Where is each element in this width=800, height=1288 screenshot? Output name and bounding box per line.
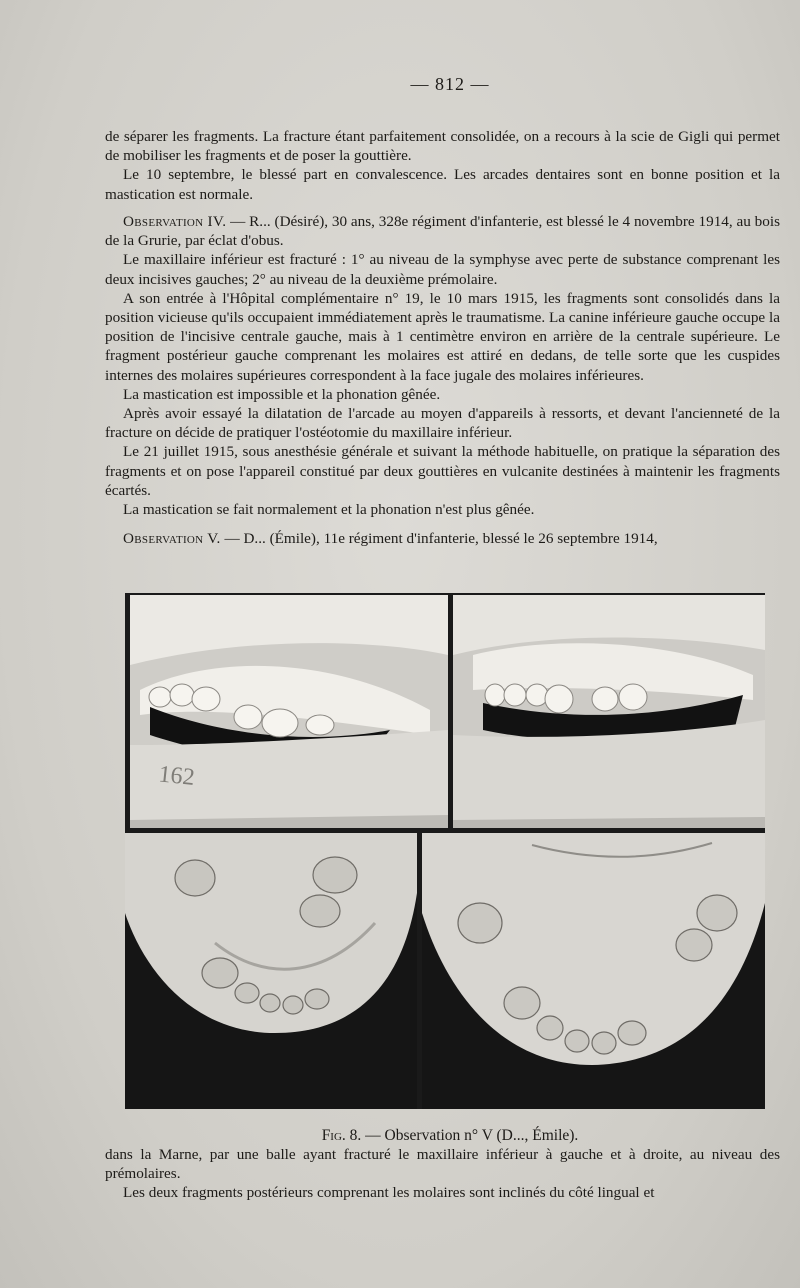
cast-number-label — [155, 748, 225, 798]
observation-5-heading: Observation V. — [123, 530, 221, 548]
paragraph: Le 21 juillet 1915, sous anesthésie générale et suivant la méthode habituelle, on pratique la séparation des fragments et on pose l'appareil constitué par deux gouttières en vulcanite destinées à maintenir les fragments écartés. — [105, 443, 780, 499]
page-number: — 812 — — [410, 74, 490, 94]
observation-5-intro-text: — D... (Émile), 11e régiment d'infanterie, blessé le 26 septembre 1914, — [220, 530, 658, 548]
figure-label: Fig. 8. — [321, 1127, 362, 1144]
cast-number-text: 162 — [157, 761, 196, 791]
paragraph: A son entrée à l'Hôpital complémentaire n° 19, le 10 mars 1915, les fragments sont consolidés dans la position vicieuse qu'ils occupaient immédiatement après le traumatisme. La canine inférieure gauche occupe la position de l'incisive centrale gauche, mais à 1 centimètre environ en arrière de la centrale supérieure. Le fragment postérieur gauche comprenant les molaires est attiré en dedans, de telle sorte que les cuspides internes des molaires supérieures correspondent à la face jugale des molaires inférieures. — [105, 289, 780, 384]
observations-block — [105, 212, 780, 548]
paragraph: La mastication se fait normalement et la phonation n'est plus gênée. — [123, 501, 535, 519]
photo-dental-cast-occlusal-right — [422, 833, 765, 1109]
paragraph: de séparer les fragments. La fracture étant parfaitement consolidée, on a recours à la scie de Gigli qui permet de mobiliser les fragments et de poser la gouttière. — [105, 128, 780, 165]
observation-4-intro — [105, 212, 780, 250]
figure-caption — [0, 1127, 800, 1145]
paragraph: Le 10 septembre, le blessé part en convalescence. Les arcades dentaires sont en bonne position et la mastication est normale. — [105, 166, 780, 203]
paragraph: Après avoir essayé la dilatation de l'arcade au moyen d'appareils à ressorts, et devant l'ancienneté de la fracture on décide de pratiquer l'ostéotomie du maxillaire inférieur. — [105, 405, 780, 442]
text-block-bottom — [105, 1145, 780, 1203]
paragraph: La mastication est impossible et la phonation gênée. — [123, 385, 441, 403]
figure-plate — [125, 593, 765, 1109]
observation-4-intro-text: — R... (Désiré), 30 ans, 328e régiment d'infanterie, est blessé le 4 novembre 1914, au bois de la Grurie, par éclat d'obus. — [105, 213, 780, 250]
paragraph: Les deux fragments postérieurs comprenant les molaires sont inclinés du côté lingual et — [123, 1184, 655, 1202]
paragraph: dans la Marne, par une balle ayant fracturé le maxillaire inférieur à gauche et à droite, au niveau des prémolaires. — [105, 1146, 780, 1183]
observation-5-intro — [105, 529, 780, 548]
photo-dental-cast-side-right — [453, 595, 765, 828]
figure-caption-text: — Observation n° V (D..., Émile). — [361, 1127, 579, 1144]
paragraph: Le maxillaire inférieur est fracturé : 1° au niveau de la symphyse avec perte de substance comprenant les deux incisives gauches; 2° au niveau de la deuxième prémolaire. — [105, 251, 780, 288]
text-block-top — [105, 127, 780, 204]
observation-4-heading: Observation IV. — [123, 213, 227, 230]
photo-dental-cast-occlusal-left — [125, 833, 417, 1109]
